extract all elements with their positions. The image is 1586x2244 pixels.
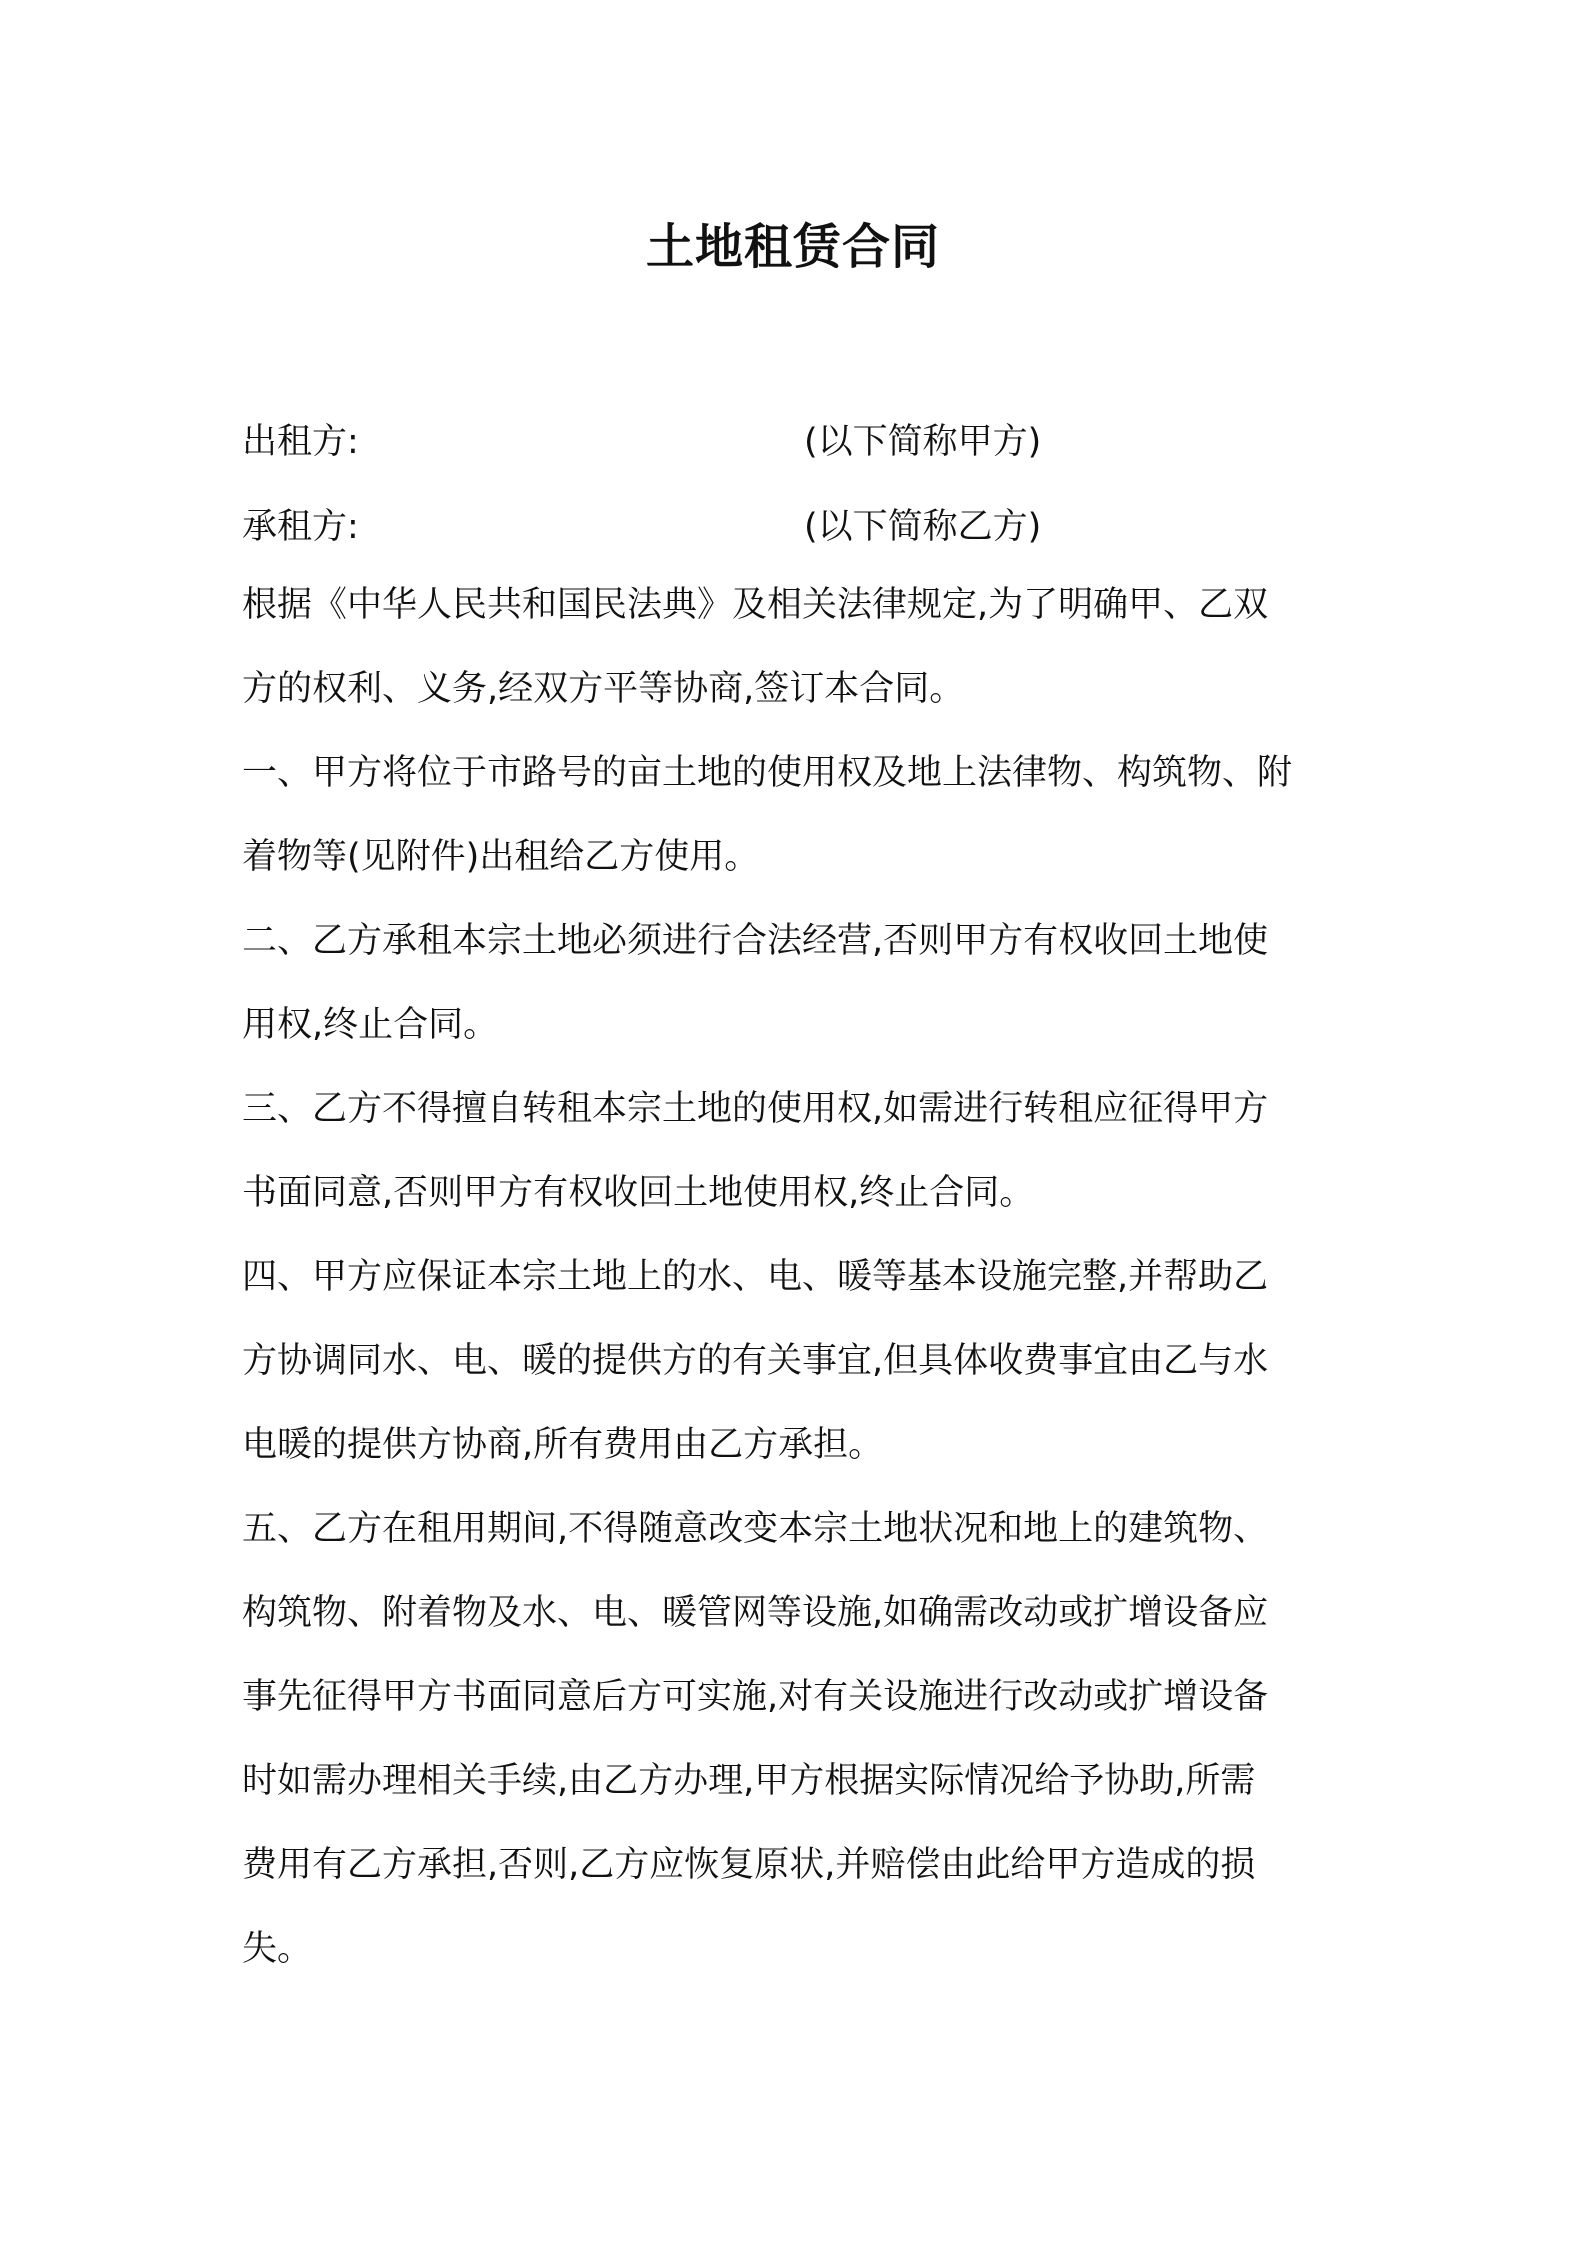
- lessor-note: (以下简称甲方): [804, 422, 1042, 462]
- paragraph-line: 用权,终止合同。: [242, 1005, 499, 1045]
- lessor-row: [242, 412, 1362, 472]
- clause-5-paragraph: [242, 1487, 1367, 1991]
- paragraph-line: 电暖的提供方协商,所有费用由乙方承担。: [242, 1425, 884, 1465]
- clause-2-paragraph: [242, 899, 1367, 1067]
- paragraph-line: 着物等(见附件)出租给乙方使用。: [242, 837, 760, 877]
- paragraph-line: 方协调同水、电、暖的提供方的有关事宜,但具体收费事宜由乙与水: [242, 1341, 1269, 1381]
- paragraph-line: 费用有乙方承担,否则,乙方应恢复原状,并赔偿由此给甲方造成的损: [242, 1845, 1256, 1885]
- preamble-paragraph: [242, 563, 1367, 731]
- clause-1-paragraph: [242, 731, 1367, 899]
- paragraph-line: 五、乙方在租用期间,不得随意改变本宗土地状况和地上的建筑物、: [242, 1509, 1269, 1549]
- paragraph-line: 构筑物、附着物及水、电、暖管网等设施,如确需改动或扩增设备应: [242, 1593, 1269, 1633]
- paragraph-line: 一、甲方将位于市路号的亩土地的使用权及地上法律物、构筑物、附: [242, 753, 1293, 793]
- lessee-note: (以下简称乙方): [804, 507, 1042, 547]
- document-title: 土地租赁合同: [645, 219, 940, 275]
- lessee-row: [242, 497, 1362, 557]
- paragraph-line: 三、乙方不得擅自转租本宗土地的使用权,如需进行转租应征得甲方: [242, 1089, 1269, 1129]
- lessor-label: 出租方:: [242, 422, 359, 462]
- lessee-label: 承租方:: [242, 507, 359, 547]
- paragraph-line: 方的权利、义务,经双方平等协商,签订本合同。: [242, 669, 965, 709]
- clause-4-paragraph: [242, 1235, 1367, 1487]
- paragraph-line: 二、乙方承租本宗土地必须进行合法经营,否则甲方有权收回土地使: [242, 921, 1269, 961]
- paragraph-line: 四、甲方应保证本宗土地上的水、电、暖等基本设施完整,并帮助乙: [242, 1257, 1269, 1297]
- clause-3-paragraph: [242, 1067, 1367, 1235]
- paragraph-line: 事先征得甲方书面同意后方可实施,对有关设施进行改动或扩增设备: [242, 1677, 1269, 1717]
- paragraph-line: 根据《中华人民共和国民法典》及相关法律规定,为了明确甲、乙双: [242, 585, 1269, 625]
- paragraph-line: 失。: [242, 1929, 313, 1969]
- paragraph-line: 时如需办理相关手续,由乙方办理,甲方根据实际情况给予协助,所需: [242, 1761, 1256, 1801]
- paragraph-line: 书面同意,否则甲方有权收回土地使用权,终止合同。: [242, 1173, 1035, 1213]
